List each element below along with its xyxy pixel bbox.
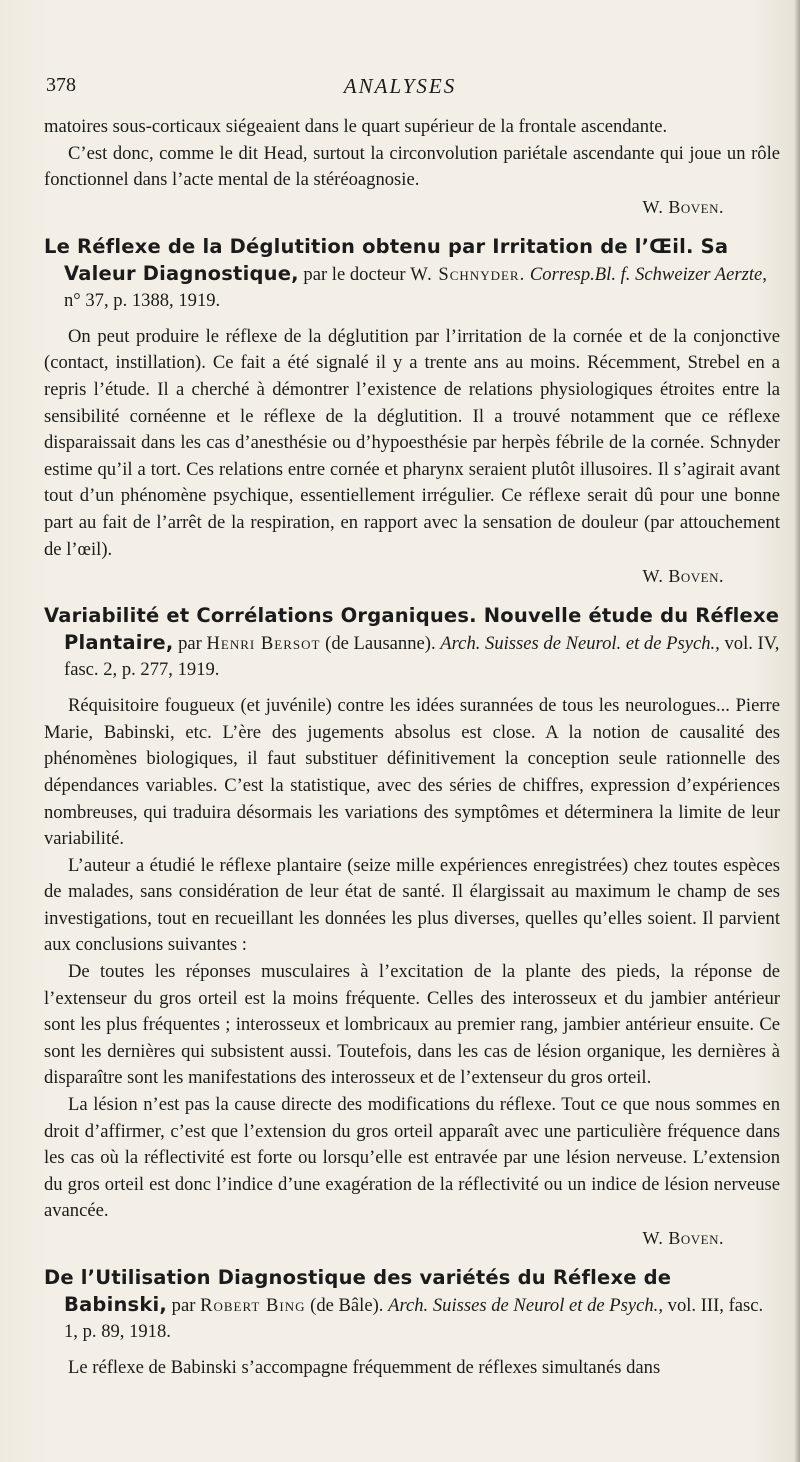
author-name: Henri Bersot xyxy=(206,633,321,655)
paragraph: Réquisitoire fougueux (et juvénile) contre les idées surannées de tous les neurologues... Pierre Marie, Babinski, etc. L’ère des jugements absolus est close. A la notion de causalité des phénomènes biologiques, il faut substituer définitivement la conception seule rationnelle des dépendances variables. C’est la statistique, avec des séries de chiffres, expression d’expériences nombreuses, qui traduira désormais les variations des symptômes et déterminera la limite de leur variabilité. xyxy=(44,695,780,850)
review-signature: W. Boven. xyxy=(642,196,724,217)
article-title: Variabilité et Corrélations Organiques. Nouvelle étude du Réflexe Plantaire, xyxy=(44,604,780,655)
paragraph: De toutes les réponses musculaires à l’excitation de la plante des pieds, la réponse de l’extenseur du gros orteil est la moins fréquente. Celles des interosseux et du jambier antérieur sont les plus fréquentes ; interosseux et lombricaux au premier rang, jambier antérieur ensuite. Ce sont les dernières qui subsistent aussi. Toutefois, dans les cas de lésion organique, les dernières à disparaître sont les manifestations des interosseux et de l’extenseur du gros orteil. xyxy=(44,961,780,1089)
running-title: ANALYSES xyxy=(343,74,457,98)
author-affiliation: (de Lausanne). xyxy=(325,633,436,655)
paragraph: Le réflexe de Babinski s’accompagne fréquemment de réflexes simultanés dans xyxy=(68,1357,661,1378)
page-number: 378 xyxy=(46,74,76,96)
paragraph: matoires sous-corticaux siégeaient dans le quart supérieur de la frontale ascendante. xyxy=(44,116,668,137)
article-body xyxy=(44,1355,780,1382)
page-content xyxy=(44,114,780,1382)
article-heading xyxy=(44,234,780,314)
review-article xyxy=(44,603,780,1251)
journal-name: Arch. Suisses de Neurol. et de Psych., xyxy=(440,633,720,655)
paragraph: La lésion n’est pas la cause directe des modifications du réflexe. Tout ce que nous sommes en droit d’affirmer, c’est que l’extension du gros orteil apparaît avec une particulière fréquence dans les cas où la réflectivité est forte ou lorsqu’elle est entravée par une lésion nerveuse. L’extension du gros orteil est donc l’indice d’une exagération de la réflectivité ou un indice de lésion nerveuse avancée. xyxy=(44,1094,780,1222)
article-title: Le Réflexe de la Déglutition obtenu par Irritation de l’Œil. Sa Valeur Diagnostique, xyxy=(44,234,729,285)
article-title: De l’Utilisation Diagnostique des variétés du Réflexe de Babinski, xyxy=(44,1266,672,1316)
author-name: W. Schnyder. xyxy=(410,263,526,285)
citation: n° 37, p. 1388, 1919. xyxy=(64,289,221,311)
book-spine-shadow xyxy=(794,0,800,1462)
paragraph: On peut produire le réflexe de la déglutition par l’irritation de la cornée et de la conjonctive (contact, instillation). Ce fait a été signalé il y a trente ans au moins. Récemment, Strebel en a repris l’étude. Il a cherché à démontrer l’existence de relations physiologiques étroites entre la sensibilité cornéenne et le réflexe de la déglutition. Il a trouvé notamment que ce réflexe disparaissait dans les cas d’anesthésie ou d’hypoesthésie par herpès fébrile de la cornée. Schnyder estime qu’il a tort. Ces relations entre cornée et pharynx seraient plutôt illusoires. Il s’agirait avant tout d’un phénomène psychique, essentiellement irrégulier. Ce réflexe serait dû pour une bonne part au fait de l’arrêt de la respiration, en rapport avec la sensation de douleur (par attouchement de l’œil). xyxy=(44,325,780,560)
citation: vol. IV, fasc. 2, p. 277, 1919. xyxy=(64,633,780,681)
citation: vol. III, fasc. 1, p. 89, 1918. xyxy=(64,1295,764,1342)
paragraph: C’est donc, comme le dit Head, surtout la circonvolution pariétale ascendante qui joue un rôle fonctionnel dans l’acte mental de la stéréoagnosie. xyxy=(44,142,780,191)
paragraph: L’auteur a étudié le réflexe plantaire (seize mille expériences enregistrées) chez toutes espèces de malades, sans considération de leur état de santé. Il élargissait au maximum le champ de ses investigations, tout en recueillant les données les plus diverses, quelles qu’elles soient. Il parvient aux conclusions suivantes : xyxy=(44,854,780,956)
byline-prefix: par xyxy=(171,1295,196,1316)
article-body xyxy=(44,693,780,1225)
running-head xyxy=(46,74,754,102)
author-affiliation: (de Bâle). xyxy=(310,1295,384,1316)
journal-name: Arch. Suisses de Neurol et de Psych., xyxy=(388,1295,663,1316)
byline-prefix: par xyxy=(178,633,202,655)
review-article xyxy=(44,234,780,589)
review-signature: W. Boven. xyxy=(642,1228,724,1248)
carryover-review xyxy=(44,114,780,220)
journal-name: Corresp.Bl. f. Schweizer Aerzte, xyxy=(529,263,767,285)
article-heading xyxy=(44,1265,780,1345)
byline-prefix: par le docteur xyxy=(303,263,406,285)
review-signature: W. Boven. xyxy=(642,566,724,587)
author-name: Robert Bing xyxy=(200,1295,306,1316)
review-article xyxy=(44,1265,780,1382)
article-body xyxy=(44,324,780,563)
article-heading xyxy=(44,603,780,683)
